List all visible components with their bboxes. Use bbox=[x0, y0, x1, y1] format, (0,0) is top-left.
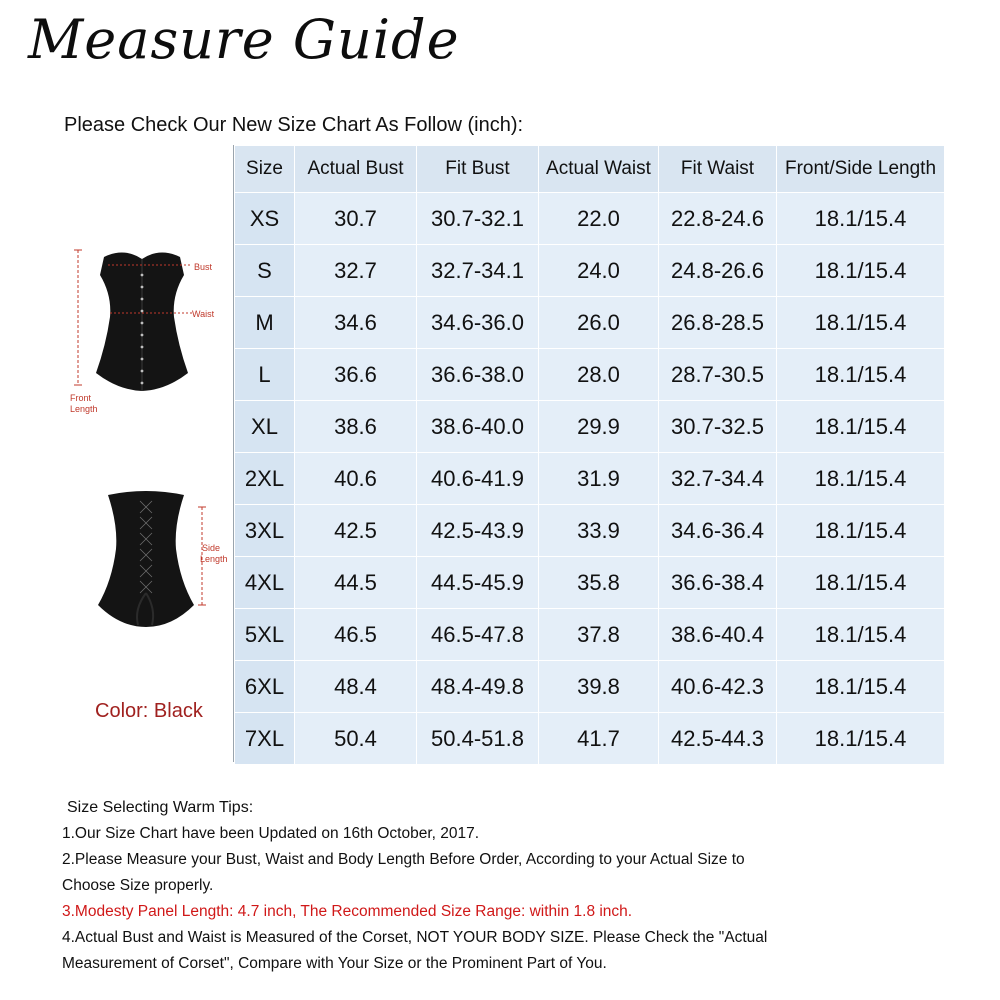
table-cell: 42.5 bbox=[295, 505, 417, 557]
table-cell: 29.9 bbox=[539, 401, 659, 453]
table-cell: 34.6-36.0 bbox=[417, 297, 539, 349]
tip-item: 4.Actual Bust and Waist is Measured of the Corset, NOT YOUR BODY SIZE. Please Check the "Actual bbox=[62, 929, 768, 946]
table-cell: 42.5-44.3 bbox=[659, 713, 777, 765]
table-cell: 26.0 bbox=[539, 297, 659, 349]
table-cell: 32.7-34.4 bbox=[659, 453, 777, 505]
header-size: Size bbox=[235, 146, 295, 193]
size-cell: 6XL bbox=[235, 661, 295, 713]
table-cell: 22.0 bbox=[539, 193, 659, 245]
tip-item-highlight: 3.Modesty Panel Length: 4.7 inch, The Recommended Size Range: within 1.8 inch. bbox=[62, 903, 633, 920]
size-cell: L bbox=[235, 349, 295, 401]
size-cell: 5XL bbox=[235, 609, 295, 661]
table-row bbox=[235, 401, 945, 453]
table-cell: 18.1/15.4 bbox=[777, 193, 945, 245]
table-cell: 18.1/15.4 bbox=[777, 557, 945, 609]
table-cell: 44.5-45.9 bbox=[417, 557, 539, 609]
table-cell: 34.6-36.4 bbox=[659, 505, 777, 557]
size-cell: XL bbox=[235, 401, 295, 453]
size-cell: 2XL bbox=[235, 453, 295, 505]
table-cell: 18.1/15.4 bbox=[777, 245, 945, 297]
table-cell: 36.6-38.4 bbox=[659, 557, 777, 609]
table-cell: 36.6 bbox=[295, 349, 417, 401]
header-length: Front/Side Length bbox=[777, 146, 945, 193]
table-cell: 28.7-30.5 bbox=[659, 349, 777, 401]
size-cell: S bbox=[235, 245, 295, 297]
table-cell: 40.6 bbox=[295, 453, 417, 505]
table-cell: 18.1/15.4 bbox=[777, 401, 945, 453]
size-table bbox=[234, 145, 945, 765]
header-actual-bust: Actual Bust bbox=[295, 146, 417, 193]
table-row bbox=[235, 505, 945, 557]
table-cell: 33.9 bbox=[539, 505, 659, 557]
table-cell: 24.0 bbox=[539, 245, 659, 297]
table-row bbox=[235, 193, 945, 245]
table-cell: 40.6-41.9 bbox=[417, 453, 539, 505]
table-row bbox=[235, 713, 945, 765]
size-cell: 4XL bbox=[235, 557, 295, 609]
table-cell: 48.4 bbox=[295, 661, 417, 713]
table-cell: 18.1/15.4 bbox=[777, 661, 945, 713]
table-cell: 38.6-40.4 bbox=[659, 609, 777, 661]
table-row bbox=[235, 245, 945, 297]
table-cell: 28.0 bbox=[539, 349, 659, 401]
size-cell: 7XL bbox=[235, 713, 295, 765]
table-cell: 36.6-38.0 bbox=[417, 349, 539, 401]
table-cell: 18.1/15.4 bbox=[777, 349, 945, 401]
color-label: Color: Black bbox=[95, 700, 203, 722]
table-header-row bbox=[235, 146, 945, 193]
table-cell: 41.7 bbox=[539, 713, 659, 765]
table-cell: 46.5-47.8 bbox=[417, 609, 539, 661]
header-fit-waist: Fit Waist bbox=[659, 146, 777, 193]
table-row bbox=[235, 661, 945, 713]
front-length-label-2: Length bbox=[70, 404, 98, 414]
table-row bbox=[235, 609, 945, 661]
table-cell: 37.8 bbox=[539, 609, 659, 661]
tips-heading: Size Selecting Warm Tips: bbox=[67, 799, 254, 816]
table-cell: 30.7 bbox=[295, 193, 417, 245]
size-tips bbox=[62, 795, 942, 977]
tip-item: 2.Please Measure your Bust, Waist and Body Length Before Order, According to your Actual Size to bbox=[62, 851, 745, 868]
tip-item: 1.Our Size Chart have been Updated on 16th October, 2017. bbox=[62, 825, 480, 842]
table-cell: 31.9 bbox=[539, 453, 659, 505]
table-cell: 30.7-32.1 bbox=[417, 193, 539, 245]
table-cell: 18.1/15.4 bbox=[777, 505, 945, 557]
table-cell: 38.6 bbox=[295, 401, 417, 453]
table-cell: 39.8 bbox=[539, 661, 659, 713]
front-length-label-1: Front bbox=[70, 393, 92, 403]
table-cell: 18.1/15.4 bbox=[777, 713, 945, 765]
bust-label: Bust bbox=[194, 262, 213, 272]
table-cell: 46.5 bbox=[295, 609, 417, 661]
size-cell: 3XL bbox=[235, 505, 295, 557]
header-fit-bust: Fit Bust bbox=[417, 146, 539, 193]
table-cell: 32.7-34.1 bbox=[417, 245, 539, 297]
table-cell: 48.4-49.8 bbox=[417, 661, 539, 713]
table-cell: 44.5 bbox=[295, 557, 417, 609]
table-cell: 30.7-32.5 bbox=[659, 401, 777, 453]
table-cell: 18.1/15.4 bbox=[777, 297, 945, 349]
page-title: Measure Guide bbox=[28, 8, 460, 71]
waist-label: Waist bbox=[192, 309, 215, 319]
table-cell: 24.8-26.6 bbox=[659, 245, 777, 297]
table-cell: 18.1/15.4 bbox=[777, 609, 945, 661]
table-cell: 38.6-40.0 bbox=[417, 401, 539, 453]
tip-item: Choose Size properly. bbox=[62, 877, 214, 894]
table-cell: 22.8-24.6 bbox=[659, 193, 777, 245]
table-row bbox=[235, 297, 945, 349]
table-cell: 35.8 bbox=[539, 557, 659, 609]
side-length-label-2: Length bbox=[200, 554, 228, 564]
table-cell: 26.8-28.5 bbox=[659, 297, 777, 349]
table-row bbox=[235, 557, 945, 609]
table-cell: 42.5-43.9 bbox=[417, 505, 539, 557]
chart-subtitle: Please Check Our New Size Chart As Follow (inch): bbox=[64, 114, 524, 136]
table-cell: 50.4 bbox=[295, 713, 417, 765]
size-cell: M bbox=[235, 297, 295, 349]
table-cell: 18.1/15.4 bbox=[777, 453, 945, 505]
table-row bbox=[235, 349, 945, 401]
header-actual-waist: Actual Waist bbox=[539, 146, 659, 193]
table-row bbox=[235, 453, 945, 505]
size-cell: XS bbox=[235, 193, 295, 245]
table-cell: 40.6-42.3 bbox=[659, 661, 777, 713]
table-cell: 34.6 bbox=[295, 297, 417, 349]
table-cell: 32.7 bbox=[295, 245, 417, 297]
table-cell: 50.4-51.8 bbox=[417, 713, 539, 765]
corset-figure-panel bbox=[64, 145, 234, 762]
side-length-label-1: Side bbox=[202, 543, 221, 553]
tip-item: Measurement of Corset", Compare with Your Size or the Prominent Part of You. bbox=[62, 955, 607, 972]
